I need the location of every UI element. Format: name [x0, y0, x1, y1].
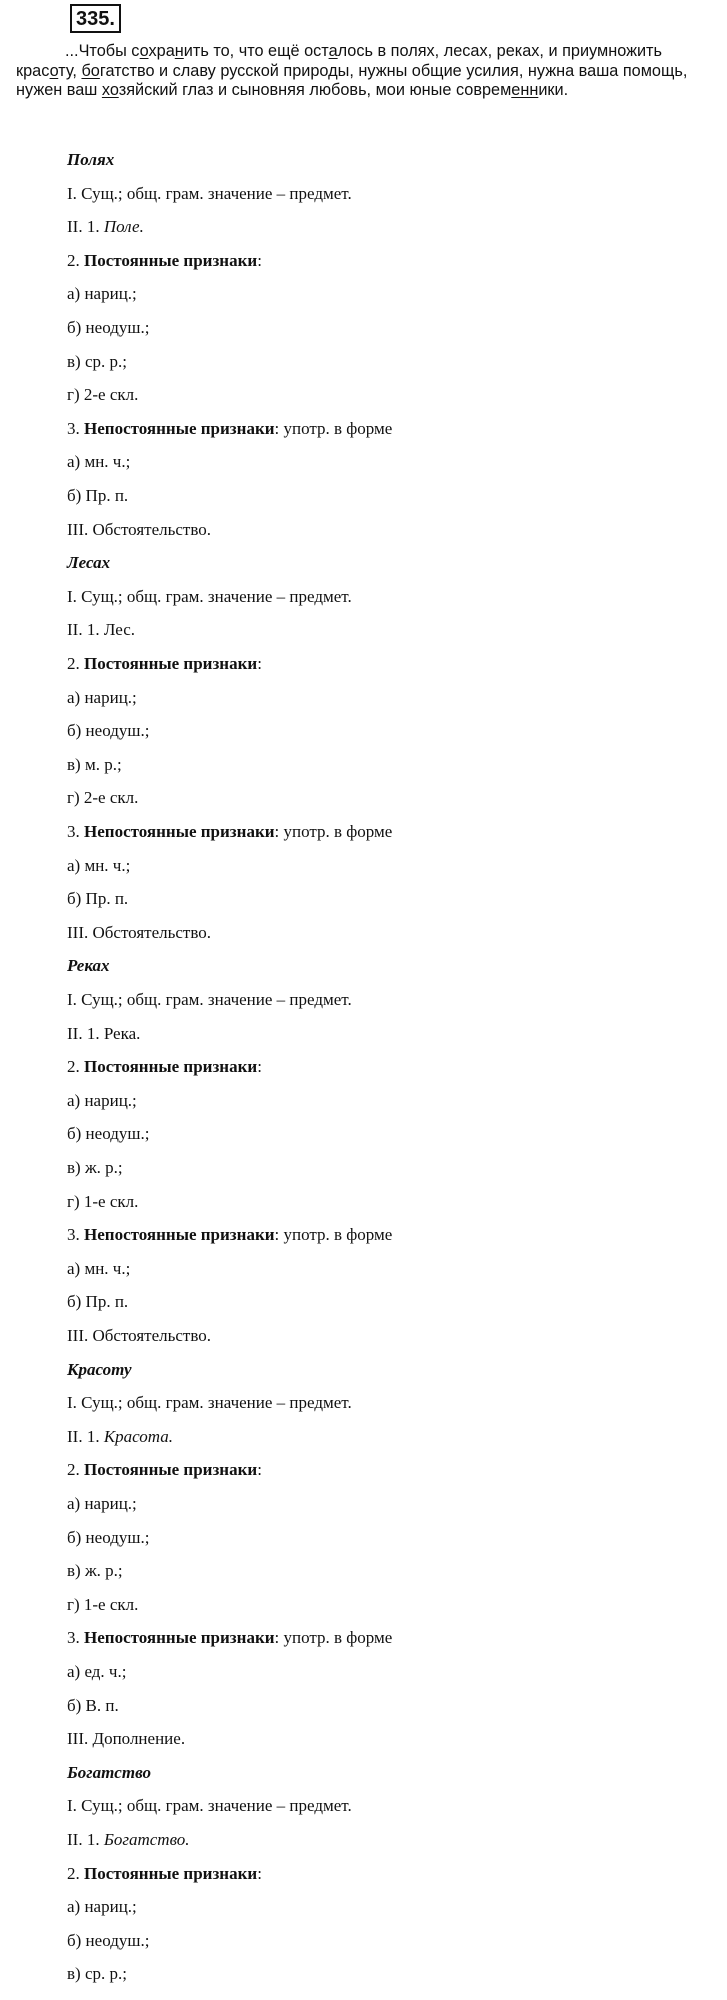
line-text: б) неодуш.;: [67, 318, 150, 337]
line-text: г) 2-е скл.: [67, 385, 139, 405]
line-text-tail: :: [257, 1057, 262, 1077]
initial-form: Красота.: [103, 1426, 173, 1446]
feature-label: Постоянные признаки: [84, 250, 258, 270]
line-text: III. Дополнение.: [67, 1729, 186, 1749]
intro-text: гатство и славу русской природы, нужны общие усилия, нужна ваша помощь, нужен ваш: [16, 61, 688, 100]
stressed-letter: н: [174, 42, 184, 60]
line-text: а) нариц.;: [67, 687, 137, 707]
feature-label: Непостоянные признаки: [84, 1628, 275, 1648]
line-text: в) ж. р.;: [67, 1561, 123, 1581]
analysis-line: [67, 1427, 173, 1447]
line-text: III. Обстоятельство.: [67, 1326, 212, 1345]
line-text-tail: : употр. в форме: [274, 822, 393, 841]
line-text-tail: :: [257, 250, 262, 270]
intro-paragraph: [16, 42, 714, 101]
analysis-line: [67, 1864, 262, 1884]
line-text: 3.: [67, 418, 84, 438]
line-text: II. 1.: [67, 217, 104, 237]
analysis-line: [67, 1528, 149, 1548]
analysis-line: [67, 419, 392, 439]
analysis-line: [67, 1696, 119, 1716]
initial-form: Богатство.: [103, 1830, 190, 1849]
stressed-letter: а: [328, 42, 338, 60]
stressed-letter: о: [49, 61, 59, 80]
line-text-tail: :: [257, 1863, 262, 1883]
line-text-tail: : употр. в форме: [274, 418, 393, 438]
intro-text: ить то, что ещё ост: [183, 42, 329, 60]
intro-text: ...Чтобы с: [65, 42, 140, 60]
analysis-line: [67, 184, 352, 204]
line-text-tail: :: [257, 1460, 262, 1480]
line-text: в) ср. р.;: [67, 351, 127, 371]
line-text: II. 1. Река.: [67, 1023, 141, 1043]
analysis-line: [67, 1091, 137, 1111]
analysis-line: [67, 486, 128, 506]
line-text: III. Обстоятельство.: [67, 922, 212, 942]
line-text: г) 1-е скл.: [67, 1594, 139, 1614]
analysis-line: [67, 1897, 137, 1917]
line-text: 2.: [67, 654, 84, 673]
intro-text: ики.: [538, 81, 569, 100]
intro-text: хра: [148, 42, 175, 60]
line-text: 2.: [67, 1057, 84, 1077]
analysis-line: [67, 1729, 185, 1749]
line-text: б) неодуш.;: [67, 721, 150, 741]
intro-text: лось в полях, лесах, реках, и приумножить крас: [16, 42, 662, 80]
word-heading: Реках: [67, 956, 110, 976]
line-text: I. Сущ.; общ. грам. значение – предмет.: [67, 1796, 352, 1816]
line-text: а) мн. ч.;: [67, 855, 131, 875]
exercise-number: 335.: [70, 4, 121, 33]
analysis-line: [67, 1662, 126, 1682]
line-text: а) нариц.;: [67, 284, 137, 304]
line-text: б) В. п.: [67, 1695, 119, 1715]
analysis-line: [67, 1964, 127, 1984]
line-text: II. 1.: [67, 1426, 104, 1446]
line-text: а) нариц.;: [67, 1494, 137, 1513]
analysis-line: [67, 654, 262, 674]
analysis-line: [67, 1830, 190, 1850]
analysis-line: [67, 1292, 128, 1312]
line-text: а) мн. ч.;: [67, 1258, 131, 1278]
analysis-line: [67, 620, 135, 640]
feature-label: Постоянные признаки: [84, 1863, 258, 1883]
analysis-line: [67, 788, 138, 808]
word-heading: Полях: [67, 150, 115, 169]
feature-label: Постоянные признаки: [84, 1460, 258, 1480]
analysis-line: [67, 452, 130, 472]
analysis-line: [67, 1024, 140, 1044]
analysis-line: [67, 889, 128, 909]
line-text: 2.: [67, 250, 84, 270]
stressed-letter: о: [139, 42, 149, 60]
analysis-line: [67, 721, 149, 741]
line-text: в) ср. р.;: [67, 1964, 127, 1984]
line-text: 3.: [67, 1628, 84, 1648]
feature-label: Непостоянные признаки: [84, 418, 275, 438]
word-heading: Красоту: [67, 1359, 132, 1379]
analysis-line: [67, 352, 127, 372]
line-text: б) Пр. п.: [67, 486, 129, 505]
line-text: в) м. р.;: [67, 754, 122, 774]
line-text: б) Пр. п.: [67, 889, 129, 909]
intro-text: ту,: [58, 61, 82, 80]
analysis-line: [67, 1628, 392, 1648]
analysis-line: [67, 822, 392, 842]
line-text: а) нариц.;: [67, 1897, 137, 1917]
analysis-line: [67, 688, 137, 708]
feature-label: Постоянные признаки: [84, 1057, 258, 1077]
line-text: б) неодуш.;: [67, 1930, 150, 1950]
stressed-letter: бо: [81, 61, 100, 80]
analysis-line: [67, 1326, 211, 1346]
line-text: II. 1. Лес.: [67, 620, 135, 640]
analysis-line: [67, 1595, 138, 1615]
line-text: III. Обстоятельство.: [67, 519, 212, 539]
line-text: г) 2-е скл.: [67, 788, 139, 808]
line-text: в) ж. р.;: [67, 1158, 123, 1177]
line-text-tail: :: [257, 654, 262, 673]
analysis-line: [67, 587, 352, 607]
line-text: 3.: [67, 1225, 84, 1245]
word-heading: Лесах: [67, 553, 111, 573]
analysis-line: [67, 1931, 149, 1951]
analysis-line: [67, 1494, 137, 1514]
analysis-line: [67, 318, 149, 338]
analysis-line: [67, 251, 262, 271]
line-text: б) неодуш.;: [67, 1527, 150, 1547]
initial-form: Поле.: [103, 217, 144, 237]
line-text: 3.: [67, 822, 84, 841]
analysis-line: [67, 1158, 123, 1178]
stressed-letter: енн: [511, 81, 539, 100]
analysis-line: [67, 1393, 352, 1413]
feature-label: Непостоянные признаки: [84, 1225, 275, 1245]
feature-label: Непостоянные признаки: [84, 822, 275, 841]
line-text: а) мн. ч.;: [67, 452, 131, 472]
analysis-line: [67, 755, 122, 775]
stressed-letter: хо: [101, 81, 119, 100]
analysis-line: [67, 1057, 262, 1077]
analysis-line: [67, 990, 352, 1010]
analysis-line: [67, 1259, 130, 1279]
line-text-tail: : употр. в форме: [274, 1225, 393, 1245]
line-text: I. Сущ.; общ. грам. значение – предмет.: [67, 183, 352, 203]
analysis-line: [67, 217, 144, 237]
line-text: 2.: [67, 1863, 84, 1883]
analysis-line: [67, 1460, 262, 1480]
line-text: а) ед. ч.;: [67, 1662, 127, 1681]
line-text: II. 1.: [67, 1830, 104, 1849]
line-text: 2.: [67, 1460, 84, 1480]
analysis-line: [67, 1225, 392, 1245]
line-text: I. Сущ.; общ. грам. значение – предмет.: [67, 586, 352, 606]
line-text: I. Сущ.; общ. грам. значение – предмет.: [67, 1393, 352, 1413]
analysis-line: [67, 1796, 352, 1816]
analysis-line: [67, 1192, 138, 1212]
analysis-line: [67, 1124, 149, 1144]
line-text: а) нариц.;: [67, 1090, 137, 1110]
line-text: б) Пр. п.: [67, 1292, 129, 1312]
analysis-line: [67, 284, 137, 304]
analysis-line: [67, 856, 130, 876]
word-heading: Богатство: [67, 1762, 151, 1782]
line-text: г) 1-е скл.: [67, 1191, 139, 1211]
analysis-line: [67, 385, 138, 405]
line-text: б) неодуш.;: [67, 1124, 150, 1144]
line-text: I. Сущ.; общ. грам. значение – предмет.: [67, 990, 352, 1009]
intro-text: зяйский глаз и сыновняя любовь, мои юные соврем: [118, 81, 512, 100]
feature-label: Постоянные признаки: [84, 654, 258, 673]
analysis-line: [67, 520, 211, 540]
analysis-line: [67, 1561, 123, 1581]
line-text-tail: : употр. в форме: [274, 1628, 393, 1648]
analysis-line: [67, 923, 211, 943]
